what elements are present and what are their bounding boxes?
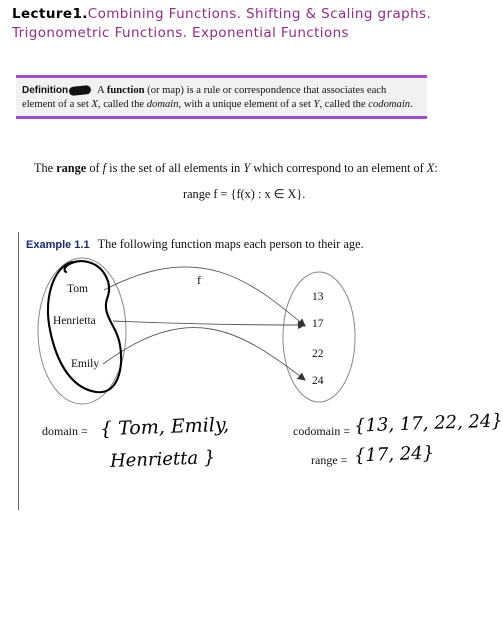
range-formula: range f = {f(x) : x ∈ X}. [183, 187, 306, 201]
codomain-answer-label: codomain = [293, 424, 351, 438]
definition-part: (or map) is a rule or correspondence that associates each element of a set [22, 85, 387, 110]
domain-element-henrietta: Henrietta [53, 315, 96, 327]
lecture-title-line2: Trigonometric Functions. Exponential Functions [12, 25, 349, 41]
domain-answer-label: domain = [42, 424, 88, 438]
term-codomain: codomain [368, 99, 411, 110]
codomain-element-17: 17 [312, 318, 324, 330]
codomain-element-22: 22 [312, 348, 324, 360]
lecture-label: Lecture1. [12, 6, 88, 22]
range-part: of [86, 161, 103, 175]
range-part: is the set of all elements in [106, 161, 244, 175]
lecture-title-rest: Combining Functions. Shifting & Scaling graphs. [87, 6, 432, 22]
definition-part: , with a unique element of a set [178, 99, 314, 110]
codomain-element-24: 24 [312, 375, 324, 387]
definition-label: Definition [22, 85, 69, 96]
domain-element-tom: Tom [67, 283, 88, 295]
definition-part: . [410, 99, 413, 110]
mapping-arrow-tom [104, 267, 305, 326]
symbol-f: f [102, 161, 107, 175]
domain-answer-line1: { Tom, Emily, [99, 413, 230, 441]
term-function: function [106, 85, 145, 96]
mapping-arrow-emily [103, 328, 305, 380]
set-y: Y [313, 99, 320, 110]
range-answer-label: range = [311, 453, 348, 467]
term-range: range [56, 161, 87, 175]
term-domain: domain [146, 99, 179, 110]
example-text: The following function maps each person to their age. [97, 237, 364, 251]
codomain-element-13: 13 [312, 291, 324, 303]
mapping-arrow-henrietta [113, 321, 305, 325]
codomain-answer-value: {13, 17, 22, 24} [353, 410, 503, 437]
domain-answer-line2: Henrietta } [109, 447, 216, 472]
function-label: f [197, 273, 201, 287]
range-part: which correspond to an element of [250, 161, 427, 175]
set-x: X [91, 99, 98, 110]
range-answer-value: {17, 24} [353, 442, 435, 467]
example-label: Example 1.1 [26, 239, 90, 251]
range-part: The [34, 161, 57, 175]
symbol-x: X [426, 161, 435, 175]
definition-part: , called the [97, 99, 147, 110]
definition-part: A [97, 85, 107, 96]
range-part: : [434, 161, 438, 175]
symbol-y: Y [243, 161, 251, 175]
definition-part: , called the [319, 99, 369, 110]
domain-element-emily: Emily [71, 358, 100, 370]
